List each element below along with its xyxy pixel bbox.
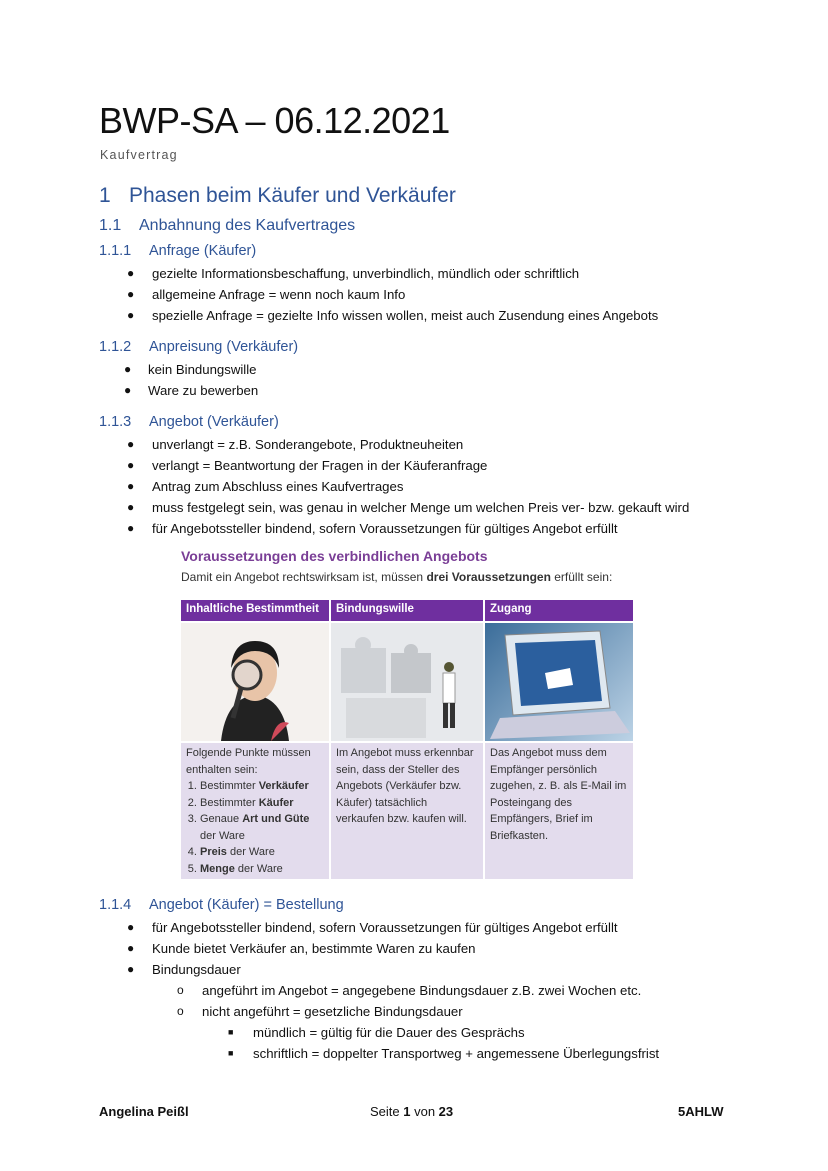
list-item: ● muss festgelegt sein, was genau in welcher Menge um welchen Preis ver- bzw. gekauft wird — [127, 500, 690, 515]
heading-text: Phasen beim Käufer und Verkäufer — [129, 184, 456, 207]
column-header: Bindungswille — [331, 600, 483, 621]
list-item: ● spezielle Anfrage = gezielte Info wissen wollen, meist auch Zusendung eines Angebots — [127, 308, 659, 323]
figure-title: Voraussetzungen des verbindlichen Angebots — [181, 548, 488, 564]
list-item: o nicht angeführt = gesetzliche Bindungsdauer — [177, 1004, 463, 1019]
list-item: ● Bindungsdauer — [127, 962, 241, 977]
list-item: ■ mündlich = gültig für die Dauer des Gesprächs — [228, 1025, 525, 1040]
list-angebot-verkaeufer — [0, 434, 689, 539]
list-item: 2. Bestimmter Käufer — [200, 795, 324, 812]
footer-class: 5AHLW — [678, 1104, 724, 1119]
list-item: ● Kunde bietet Verkäufer an, bestimmte Waren zu kaufen — [127, 941, 476, 956]
heading-text: Angebot (Käufer) = Bestellung — [149, 897, 344, 913]
magnifier-person-image — [181, 623, 329, 741]
list-item: ● allgemeine Anfrage = wenn noch kaum Info — [127, 287, 406, 302]
list-item: 4. Preis der Ware — [200, 844, 324, 861]
footer-author: Angelina Peißl — [99, 1104, 189, 1119]
list-item: ● unverlangt = z.B. Sonderangebote, Produktneuheiten — [127, 437, 464, 452]
figure-voraussetzungen — [181, 548, 633, 879]
heading-text: Anpreisung (Verkäufer) — [149, 339, 299, 355]
list-anfrage — [0, 263, 658, 326]
list-item: o angeführt im Angebot = angegebene Bindungsdauer z.B. zwei Wochen etc. — [177, 983, 642, 998]
heading-number: 1.1.2 — [99, 339, 132, 355]
list-item: ● Ware zu bewerben — [124, 383, 259, 398]
document-subtitle: Kaufvertrag — [100, 148, 178, 162]
heading-text: Angebot (Verkäufer) — [149, 414, 279, 430]
list-item: ■ schriftlich = doppelter Transportweg + angemessene Überlegungsfrist — [228, 1046, 660, 1061]
heading-1-1-2 — [99, 339, 298, 355]
column-text-bestimmtheit: Folgende Punkte müssen enthalten sein: 1. Bestimmter Verkäufer 2. Bestimmter Käufer 3. Genaue Art und Güte der Ware 4. Preis der Ware 5. Menge der Ware — [181, 743, 329, 879]
list-item: ● kein Bindungswille — [124, 362, 257, 377]
heading-number: 1.1.3 — [99, 414, 132, 430]
list-bestellung — [0, 917, 659, 1064]
document-title: BWP-SA – 06.12.2021 — [99, 100, 450, 141]
heading-1-1-1 — [99, 243, 256, 259]
laptop-mail-image — [485, 623, 633, 741]
list-item: ● verlangt = Beantwortung der Fragen in der Käuferanfrage — [127, 458, 488, 473]
list-item: 5. Menge der Ware — [200, 861, 324, 878]
heading-number: 1.1.1 — [99, 243, 132, 259]
list-item: ● Antrag zum Abschluss eines Kaufvertrages — [127, 479, 404, 494]
column-text-zugang: Das Angebot muss dem Empfänger persönlich zugehen, z. B. als E-Mail im Posteingang des Empfängers, Brief im Briefkasten. — [485, 743, 633, 879]
figure-subtitle: Damit ein Angebot rechtswirksam ist, müssen drei Voraussetzungen erfüllt sein: — [181, 570, 613, 584]
heading-1-1-4 — [99, 897, 344, 913]
heading-1 — [99, 184, 456, 208]
list-anpreisung — [0, 359, 258, 401]
heading-text: Anfrage (Käufer) — [149, 243, 257, 259]
list-item: ● für Angebotssteller bindend, sofern Voraussetzungen für gültiges Angebot erfüllt — [127, 920, 618, 935]
heading-text: Anbahnung des Kaufvertrages — [139, 217, 356, 234]
column-header: Zugang — [485, 600, 633, 621]
footer-page-number: Seite 1 von 23 — [370, 1104, 454, 1119]
heading-1-1 — [99, 217, 355, 235]
heading-number: 1 — [99, 184, 111, 207]
puzzle-image — [331, 623, 483, 741]
heading-1-1-3 — [99, 414, 279, 430]
list-item: ● gezielte Informationsbeschaffung, unverbindlich, mündlich oder schriftlich — [127, 266, 580, 281]
column-header: Inhaltliche Bestimmtheit — [181, 600, 329, 621]
list-item: 3. Genaue Art und Güte der Ware — [200, 811, 324, 844]
heading-number: 1.1 — [99, 217, 122, 234]
list-item: ● für Angebotssteller bindend, sofern Voraussetzungen für gültiges Angebot erfüllt — [127, 521, 618, 536]
heading-number: 1.1.4 — [99, 897, 132, 913]
list-item: 1. Bestimmter Verkäufer — [200, 778, 324, 795]
figure-table — [181, 600, 633, 879]
column-text-bindungswille: Im Angebot muss erkennbar sein, dass der Steller des Angebots (Verkäufer bzw. Käufer) tatsächlich verkaufen bzw. kaufen will. — [331, 743, 483, 879]
